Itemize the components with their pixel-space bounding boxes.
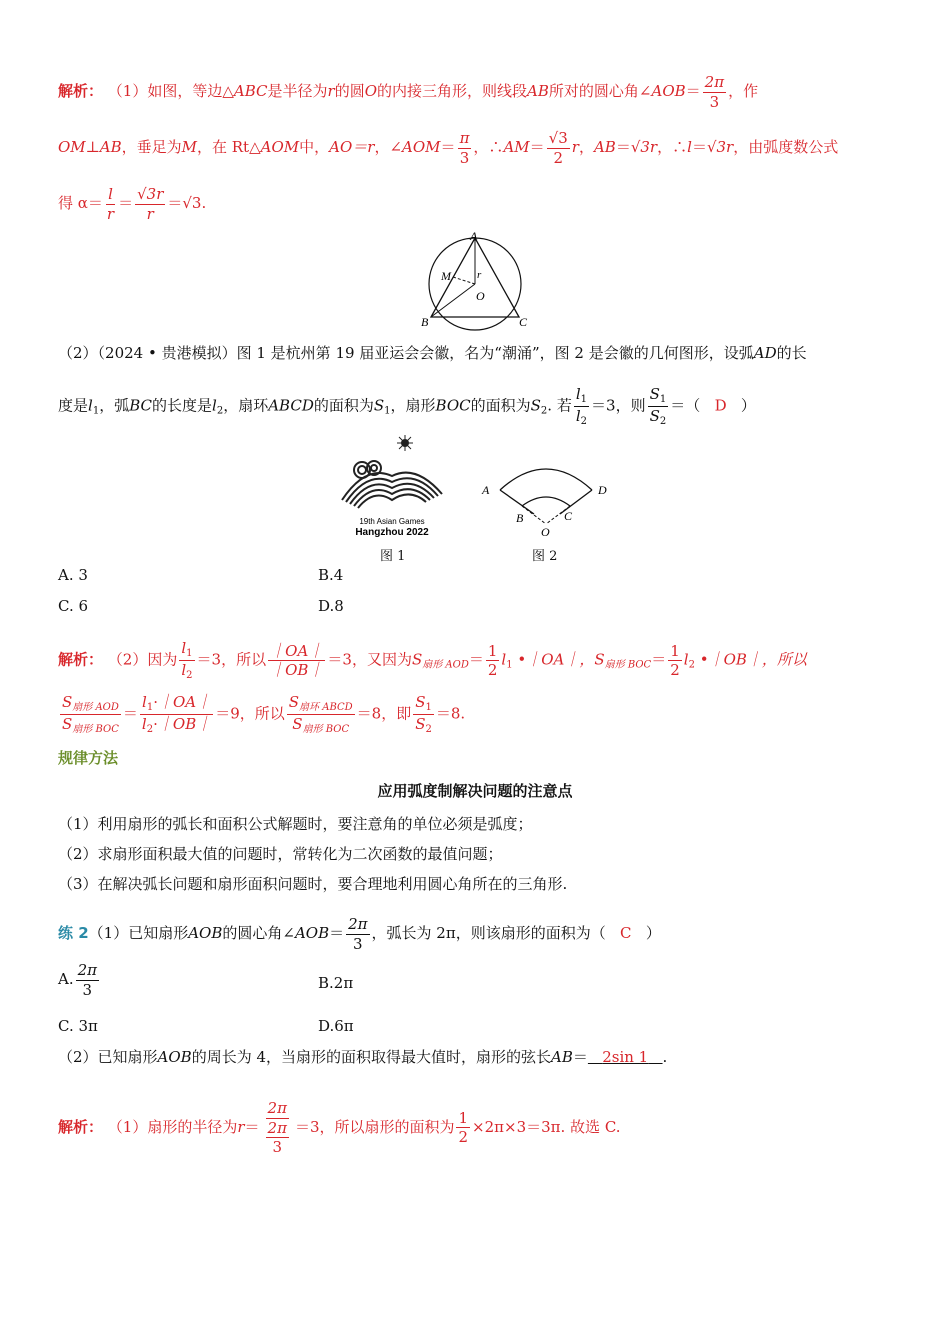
label-c: C [519,315,528,329]
exercise-label: 练 2 [58,924,89,942]
label-a: A [482,483,490,497]
option-d: D.6π [318,1017,354,1035]
arc-ad [500,469,592,490]
fraction: $\frac{√3}{2}$ [548,129,568,167]
fraction: $\frac{S_{扇环 ABCD}}{S_{扇形 BOC}}$ [288,693,353,735]
fraction: $\frac{l_1}{l_2}$ [181,639,193,681]
label-a: A [470,229,478,243]
question-2-line-2: 度是$l_1$，弧BC的长度是$l_2$，扇环ABCD的面积为$S_1$，扇形BOC的面积为$S_2$. 若 $\frac{l_1}{l_2}$ ＝3，则 $\frac{S_1}{S_2}$ ＝（ D ） [58,385,756,427]
fraction: $\frac{√3r}{r}$ [137,185,164,223]
inscribed-triangle-figure [415,228,535,332]
arc-bc [522,497,570,506]
label-r: r [477,269,482,281]
fraction: $\frac{l_1\cdot|OA|}{l_2\cdot|OB|}$ [141,693,212,735]
logo-line-2: Hangzhou 2022 [355,527,429,538]
fraction: $\frac{S_1}{S_2}$ [649,385,667,427]
label-m: M [441,269,451,283]
fraction: $\frac{2\pi}{3}$ [77,961,98,999]
fraction: $\frac{S_1}{S_2}$ [415,693,432,735]
solution-label: 解析： [58,82,104,100]
solution-3-line: 解析： （1）扇形的半径为r＝ $\frac{2\pi}{\frac{2\pi}{3}}$ ＝3，所以扇形的面积为 $\frac{1}{2}$ ×2π×3＝3π. 故选 C. [58,1099,621,1156]
label-o: O [541,525,550,539]
option-a: A. 3 [58,566,88,584]
label-d: D [598,483,607,497]
question-2-line-1: （2）（2024 • 贵港模拟）图 1 是杭州第 19 届亚运会会徽，名为“潮涌”，图 2 是会徽的几何图形，设弧AD的长 [58,344,807,362]
option-c: C. 6 [58,597,89,615]
fraction: $\frac{2\pi}{3}$ [348,915,368,953]
label-o: O [476,289,485,303]
solution-2-line-1: 解析： （2）因为 $\frac{l_1}{l_2}$ ＝3，所以 $\frac{|OA|}{|OB|}$ ＝3，又因为$S_{扇形 AOD}=$ $\frac{1}{2}$ $l_1$ •｜OA｜，$S_{扇形 BOC}=$ $\frac{1}{2}$ $l_2$ •｜OB｜，所以 [58,639,807,681]
fraction: $\frac{1}{2}$ [487,641,498,679]
method-item-1: （1）利用扇形的弧长和面积公式解题时，要注意角的单位必须是弧度； [58,815,533,833]
fraction: $\frac{S_{扇形 AOD}}{S_{扇形 BOC}}$ [62,693,119,735]
solution-label: 解析： [58,1117,104,1136]
caption-figure-1: 图 1 [380,549,406,564]
fraction: $\frac{\pi}{3}$ [459,129,470,167]
fraction: $\frac{2\pi}{\frac{2\pi}{3}}$ [267,1099,287,1156]
exercise-2-q2: （2）已知扇形AOB的周长为 4，当扇形的面积取得最大值时，扇形的弦长AB＝ 2sin 1 . [58,1048,668,1066]
solution-label: 解析： [58,650,104,669]
option-a: A. $\frac{2\pi}{3}$ [58,961,98,999]
solution-2-line-2: $\frac{S_{扇形 AOD}}{S_{扇形 BOC}}$ ＝ $\frac{l_1\cdot|OA|}{l_2\cdot|OB|}$ ＝9，所以 $\frac{S_{扇环 ABCD}}{S_{扇形 BOC}}$ ＝8，即 $\frac{S_1}{S_2}$ ＝8. [62,693,466,735]
solution-1-line-3: 得 α＝ $\frac{l}{r}$ ＝ $\frac{√3r}{r}$ ＝√3. [58,185,207,223]
fraction: $\frac{2\pi}{3}$ [267,1118,287,1156]
label-c: C [564,509,573,523]
caption-figure-2: 图 2 [532,549,558,564]
sector-ring-figure [478,456,618,540]
fraction: $\frac{2\pi}{3}$ [704,73,725,111]
label-b: B [421,315,429,329]
solution-1-line-2: OM⊥AB，垂足为M，在 Rt△AOM中，AO＝r，∠AOM＝ $\frac{\pi}{3}$ ，∴AM＝ $\frac{√3}{2}$ r，AB＝√3r，∴l＝√3r，由弧度数公式 [58,129,839,167]
option-b: B.2π [318,974,354,992]
solution-1-line-1: 解析： （1）如图，等边△ABC是半径为r的圆O的内接三角形，则线段AB所对的圆心角∠AOB＝ $\frac{2\pi}{3}$ ，作 [58,73,759,111]
segment-ob [431,284,475,317]
answer-d: D [714,396,727,415]
fraction: $\frac{|OA|}{|OB|}$ [270,641,324,679]
segment-om [453,277,475,284]
method-item-3: （3）在解决弧长问题和扇形面积问题时，要合理地利用圆心角所在的三角形. [58,875,568,893]
option-d: D.8 [318,597,344,615]
section-heading-method: 规律方法 [58,749,119,767]
method-item-2: （2）求扇形面积最大值的问题时，常转化为二次函数的最值问题； [58,845,503,863]
answer-chord: 2sin 1 [602,1048,649,1066]
sun-icon [397,435,413,451]
fraction: $\frac{l}{r}$ [106,185,115,223]
method-title: 应用弧度制解决问题的注意点 [377,782,573,800]
fraction: $\frac{l_1}{l_2}$ [575,385,588,427]
asian-games-logo [336,434,448,542]
answer-c: C [620,924,632,942]
option-b: B.4 [318,566,344,584]
option-c: C. 3π [58,1017,98,1035]
logo-line-1: 19th Asian Games [359,517,425,526]
fraction: $\frac{1}{2}$ [458,1108,469,1147]
exercise-2-q1: 练 2（1）已知扇形AOB的圆心角∠AOB＝ $\frac{2\pi}{3}$ ，弧长为 2π，则该扇形的面积为（ C ） [58,915,661,953]
fraction: $\frac{1}{2}$ [670,641,680,679]
wave-icon [342,461,442,508]
label-b: B [516,511,524,525]
